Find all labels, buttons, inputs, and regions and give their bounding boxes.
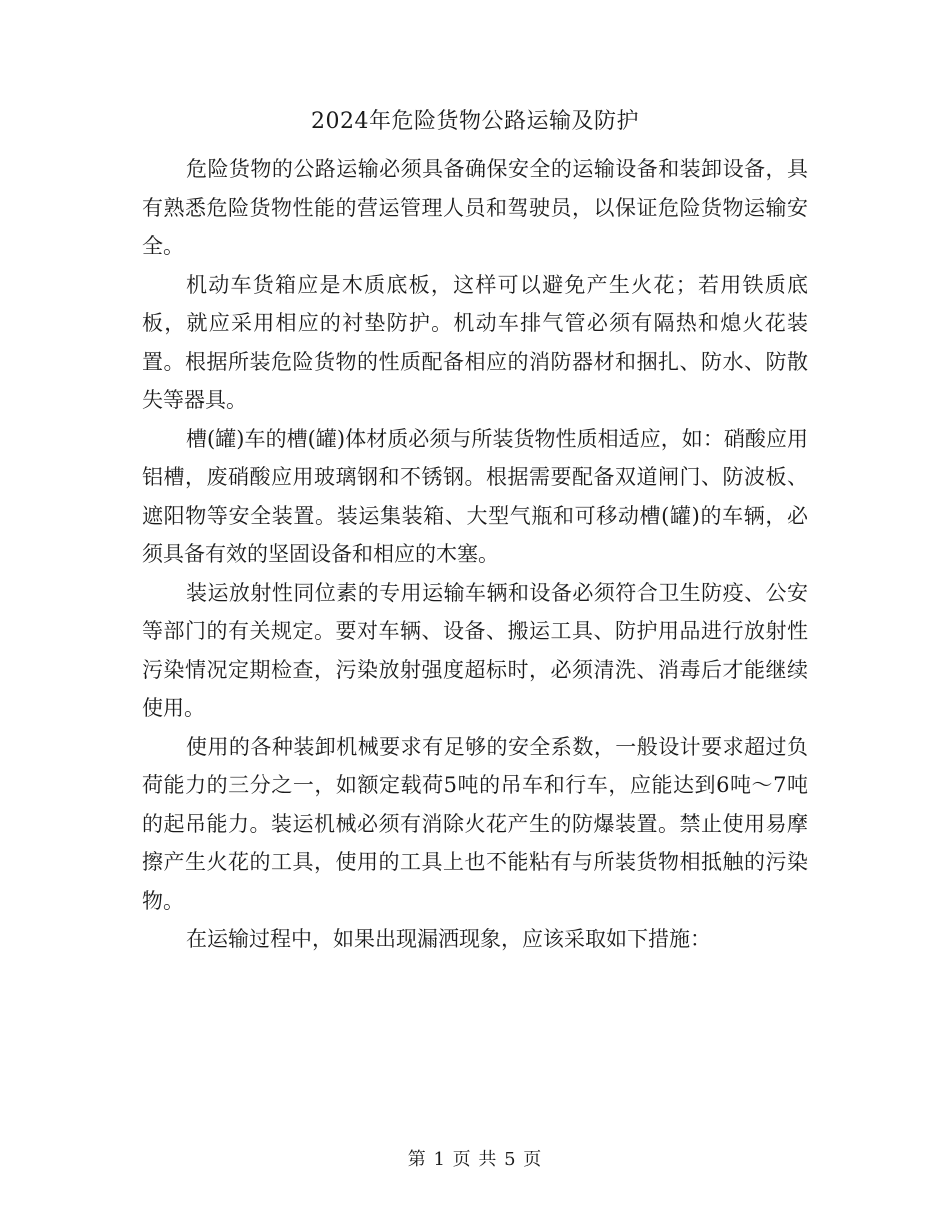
paragraph-3: 槽(罐)车的槽(罐)体材质必须与所装货物性质相适应，如：硝酸应用铝槽，废硝酸应用玻璃钢和不锈钢。根据需要配备双道闸门、防波板、遮阳物等安全装置。装运集装箱、大型气瓶和可移动槽(罐)的车辆，必须具备有效的坚固设备和相应的木塞。 [142, 426, 808, 566]
paragraph-1: 危险货物的公路运输必须具备确保安全的运输设备和装卸设备，具有熟悉危险货物性能的营运管理人员和驾驶员，以保证危险货物运输安全。 [142, 157, 808, 258]
paragraph-5: 使用的各种装卸机械要求有足够的安全系数，一般设计要求超过负荷能力的三分之一，如额定载荷5吨的吊车和行车，应能达到6吨～7吨的起吊能力。装运机械必须有消除火花产生的防爆装置。禁止使用易摩擦产生火花的工具，使用的工具上也不能粘有与所装货物相抵触的污染物。 [142, 734, 808, 913]
document-body [142, 150, 808, 959]
paragraph-4: 装运放射性同位素的专用运输车辆和设备必须符合卫生防疫、公安等部门的有关规定。要对车辆、设备、搬运工具、防护用品进行放射性污染情况定期检查，污染放射强度超标时，必须清洗、消毒后才能继续使用。 [142, 580, 808, 720]
document-title: 2024年危险货物公路运输及防护 [311, 109, 639, 134]
page-number-footer: 第 1 页 共 5 页 [407, 1149, 543, 1170]
paragraph-2: 机动车货箱应是木质底板，这样可以避免产生火花；若用铁质底板，就应采用相应的衬垫防护。机动车排气管必须有隔热和熄火花装置。根据所装危险货物的性质配备相应的消防器材和捆扎、防水、防散失等器具。 [142, 272, 808, 412]
paragraph-6: 在运输过程中，如果出现漏洒现象，应该采取如下措施： [186, 927, 711, 951]
